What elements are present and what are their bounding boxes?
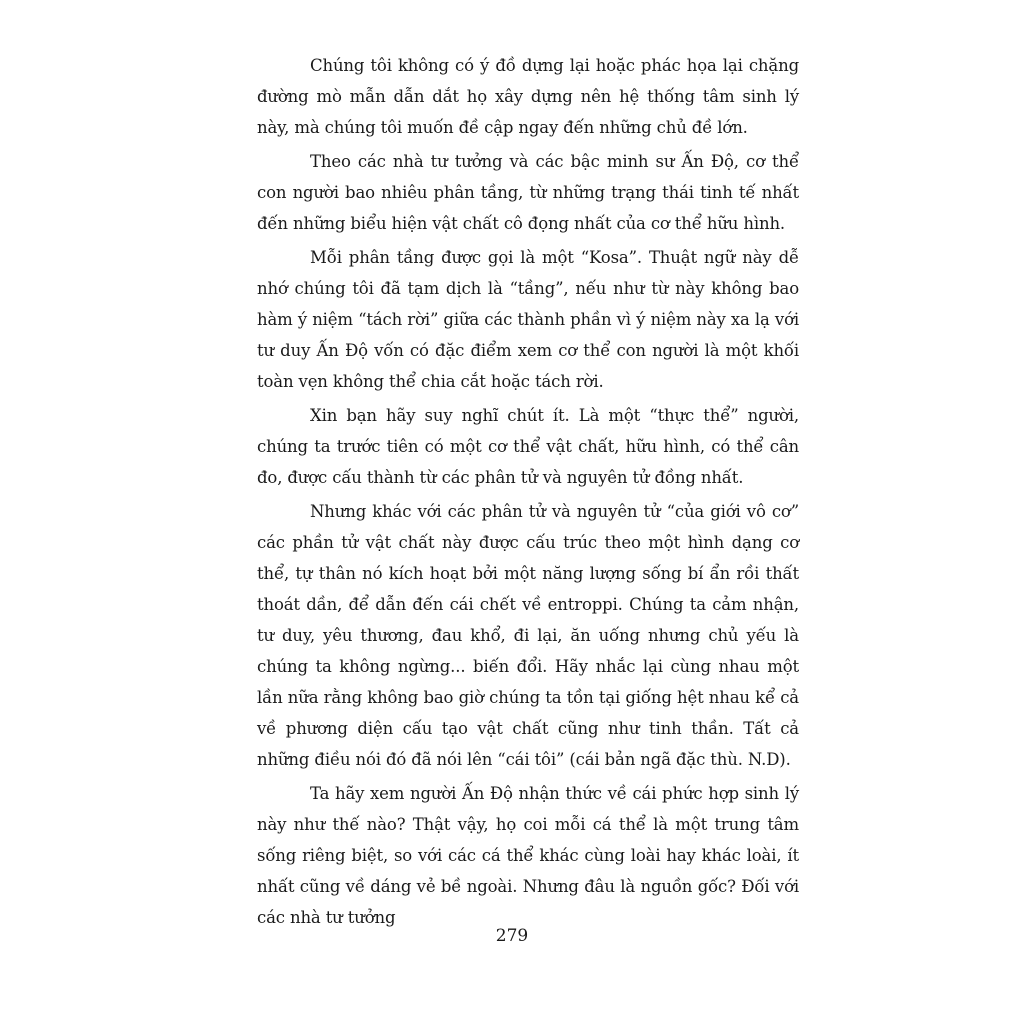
paragraph-3: Mỗi phân tầng được gọi là một “Kosa”. Thuật ngữ này dễ nhớ chúng tôi đã tạm dịch là “tầng”, nếu như từ này không bao hàm ý niệm “tách rời” giữa các thành phần vì ý niệm này xa lạ với tư duy Ấn Độ vốn có đặc điểm xem cơ thể con người là một khối toàn vẹn không thể chia cắt hoặc tách rời. xyxy=(257,248,799,391)
body-text xyxy=(257,50,799,936)
paragraph-4: Xin bạn hãy suy nghĩ chút ít. Là một “thực thể” người, chúng ta trước tiên có một cơ thể vật chất, hữu hình, có thể cân đo, được cấu thành từ các phân tử và nguyên tử đồng nhất. xyxy=(257,406,799,487)
page-number: 279 xyxy=(495,926,529,946)
paragraph-1: Chúng tôi không có ý đồ dựng lại hoặc phác họa lại chặng đường mò mẫn dẫn dắt họ xây dựng nên hệ thống tâm sinh lý này, mà chúng tôi muốn đề cập ngay đến những chủ đề lớn. xyxy=(257,56,799,137)
paragraph-5: Nhưng khác với các phân tử và nguyên tử “của giới vô cơ” các phần tử vật chất này được cấu trúc theo một hình dạng cơ thể, tự thân nó kích hoạt bởi một năng lượng sống bí ẩn rồi thất thoát dần, để dẫn đến cái chết về entroppi. Chúng ta cảm nhận, tư duy, yêu thương, đau khổ, đi lại, ăn uống nhưng chủ yếu là chúng ta không ngừng... biến đổi. Hãy nhắc lại cùng nhau một lần nữa rằng không bao giờ chúng ta tồn tại giống hệt nhau kể cả về phương diện cấu tạo vật chất cũng như tinh thần. Tất cả những điều nói đó đã nói lên “cái tôi” (cái bản ngã đặc thù. N.D). xyxy=(257,502,799,769)
paragraph-6: Ta hãy xem người Ấn Độ nhận thức về cái phức hợp sinh lý này như thế nào? Thật vậy, họ coi mỗi cá thể là một trung tâm sống riêng biệt, so với các cá thể khác cùng loài hay khác loài, ít nhất cũng về dáng vẻ bề ngoài. Nhưng đâu là nguồn gốc? Đối với các nhà tư tưởng xyxy=(257,784,799,927)
paragraph-2: Theo các nhà tư tưởng và các bậc minh sư Ấn Độ, cơ thể con người bao nhiêu phân tầng, từ những trạng thái tinh tế nhất đến những biểu hiện vật chất cô đọng nhất của cơ thể hữu hình. xyxy=(257,152,799,233)
